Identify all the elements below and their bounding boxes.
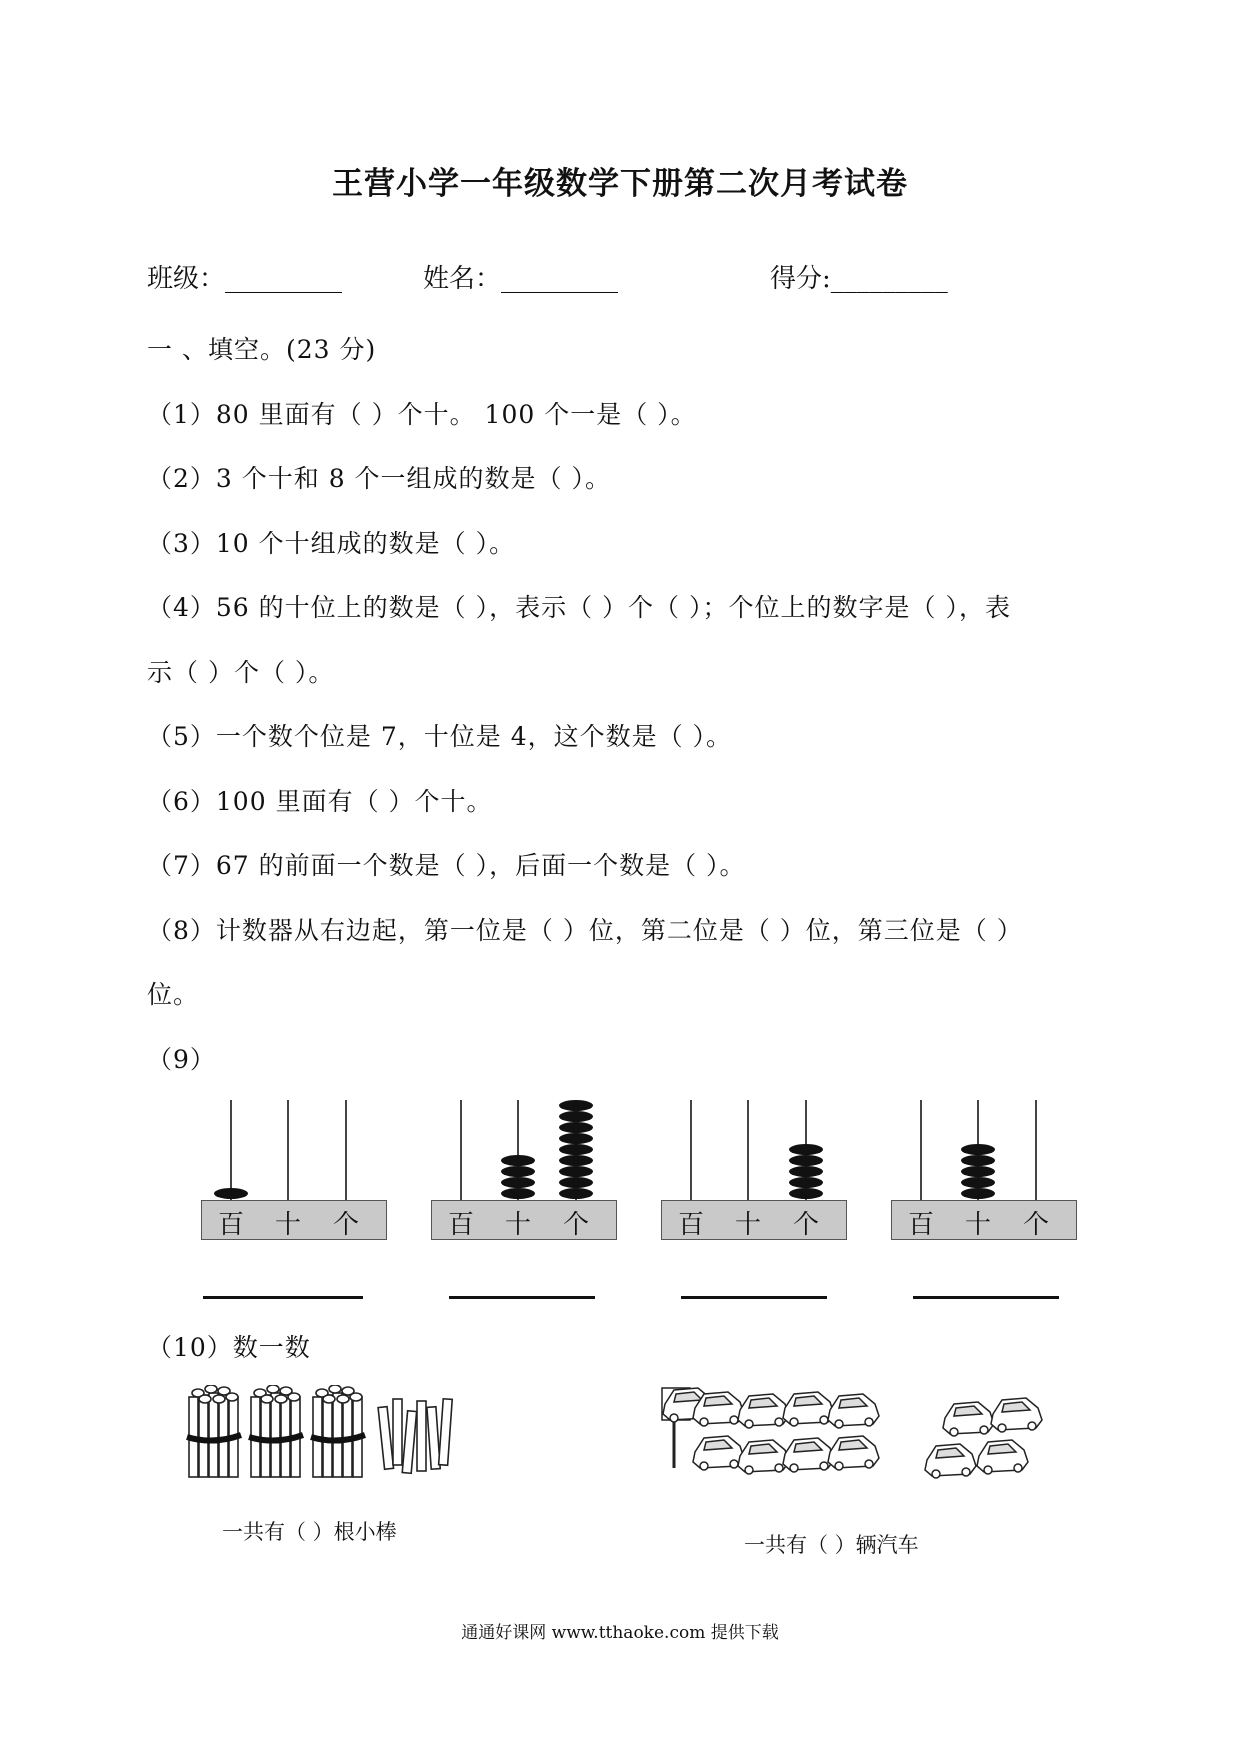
name-field: 姓名：_________ xyxy=(423,264,619,294)
question-3: （3）10 个十组成的数是（ ）。 xyxy=(147,529,516,558)
cars-caption: 一共有（ ）辆汽车 xyxy=(744,1533,919,1557)
answer-line-3 xyxy=(681,1296,827,1299)
abacus-label-hundreds: 百 xyxy=(677,1210,704,1240)
abacus-bead xyxy=(789,1144,823,1155)
question-8-line2: 位。 xyxy=(147,980,200,1009)
abacus-label-hundreds: 百 xyxy=(217,1210,244,1240)
abacus-bead xyxy=(501,1155,535,1166)
question-4-line2: 示（ ）个（ ）。 xyxy=(147,658,335,687)
abacus-rod-ones xyxy=(345,1100,347,1200)
sticks-caption: 一共有（ ）根小棒 xyxy=(222,1520,397,1544)
question-7: （7）67 的前面一个数是（ ），后面一个数是（ ）。 xyxy=(147,851,746,880)
abacus-rod-hundreds xyxy=(690,1100,692,1200)
abacus-bead xyxy=(789,1177,823,1188)
abacus-bead xyxy=(961,1177,995,1188)
abacus-rod-hundreds xyxy=(460,1100,462,1200)
abacus-label-tens: 十 xyxy=(964,1210,991,1240)
score-field: 得分:_________ xyxy=(770,264,948,294)
abacus-4 xyxy=(891,1100,1079,1240)
abacus-2 xyxy=(431,1100,619,1240)
abacus-bead xyxy=(559,1166,593,1177)
abacus-rod-ones xyxy=(1035,1100,1037,1200)
abacus-label-hundreds: 百 xyxy=(907,1210,934,1240)
abacus-bead xyxy=(501,1188,535,1199)
question-9: （9） xyxy=(147,1045,216,1074)
abacus-bead xyxy=(559,1111,593,1122)
question-10: （10）数一数 xyxy=(147,1333,311,1362)
abacus-bead xyxy=(559,1122,593,1133)
abacus-rod-hundreds xyxy=(920,1100,922,1200)
abacus-label-hundreds: 百 xyxy=(447,1210,474,1240)
abacus-rod-hundreds xyxy=(230,1100,232,1200)
abacus-bead xyxy=(789,1188,823,1199)
abacus-label-ones: 个 xyxy=(562,1210,589,1240)
question-6: （6）100 里面有（ ）个十。 xyxy=(147,787,493,816)
abacus-rod-tens xyxy=(287,1100,289,1200)
question-2: （2）3 个十和 8 个一组成的数是（ ）。 xyxy=(147,464,612,493)
abacus-bead xyxy=(559,1144,593,1155)
footer-credit: 通通好课网 www.tthaoke.com 提供下载 xyxy=(461,1623,779,1643)
abacus-bead xyxy=(961,1188,995,1199)
abacus-1 xyxy=(201,1100,389,1240)
abacus-rod-tens xyxy=(747,1100,749,1200)
question-8-line1: （8）计数器从右边起，第一位是（ ）位，第二位是（ ）位，第三位是（ ） xyxy=(147,916,1023,945)
abacus-label-ones: 个 xyxy=(1022,1210,1049,1240)
question-1: （1）80 里面有（ ）个十。 100 个一是（ ）。 xyxy=(147,400,697,429)
section-heading: 一 、填空。(23 分) xyxy=(147,335,377,364)
abacus-bead xyxy=(961,1155,995,1166)
abacus-bead xyxy=(961,1144,995,1155)
abacus-bead xyxy=(559,1100,593,1111)
answer-line-4 xyxy=(913,1296,1059,1299)
abacus-bead xyxy=(961,1166,995,1177)
question-4-line1: （4）56 的十位上的数是（ ），表示（ ）个（ ）；个位上的数字是（ ），表 xyxy=(147,593,1011,622)
page-title: 王营小学一年级数学下册第二次月考试卷 xyxy=(332,166,908,202)
abacus-bead xyxy=(789,1155,823,1166)
abacus-bead xyxy=(789,1166,823,1177)
abacus-label-ones: 个 xyxy=(332,1210,359,1240)
abacus-label-ones: 个 xyxy=(792,1210,819,1240)
abacus-bead xyxy=(501,1177,535,1188)
stick-bundles-image xyxy=(185,1385,460,1485)
abacus-bead xyxy=(559,1177,593,1188)
question-5: （5）一个数个位是 7，十位是 4，这个数是（ ）。 xyxy=(147,722,733,751)
answer-line-2 xyxy=(449,1296,595,1299)
abacus-bead xyxy=(559,1155,593,1166)
abacus-bead xyxy=(214,1188,248,1199)
abacus-label-tens: 十 xyxy=(274,1210,301,1240)
abacus-bead xyxy=(559,1188,593,1199)
class-field: 班级：_________ xyxy=(147,264,343,294)
answer-line-1 xyxy=(203,1296,363,1299)
abacus-bead xyxy=(501,1166,535,1177)
abacus-label-tens: 十 xyxy=(734,1210,761,1240)
abacus-label-tens: 十 xyxy=(504,1210,531,1240)
cars-image xyxy=(660,1380,1050,1495)
abacus-3 xyxy=(661,1100,849,1240)
abacus-bead xyxy=(559,1133,593,1144)
